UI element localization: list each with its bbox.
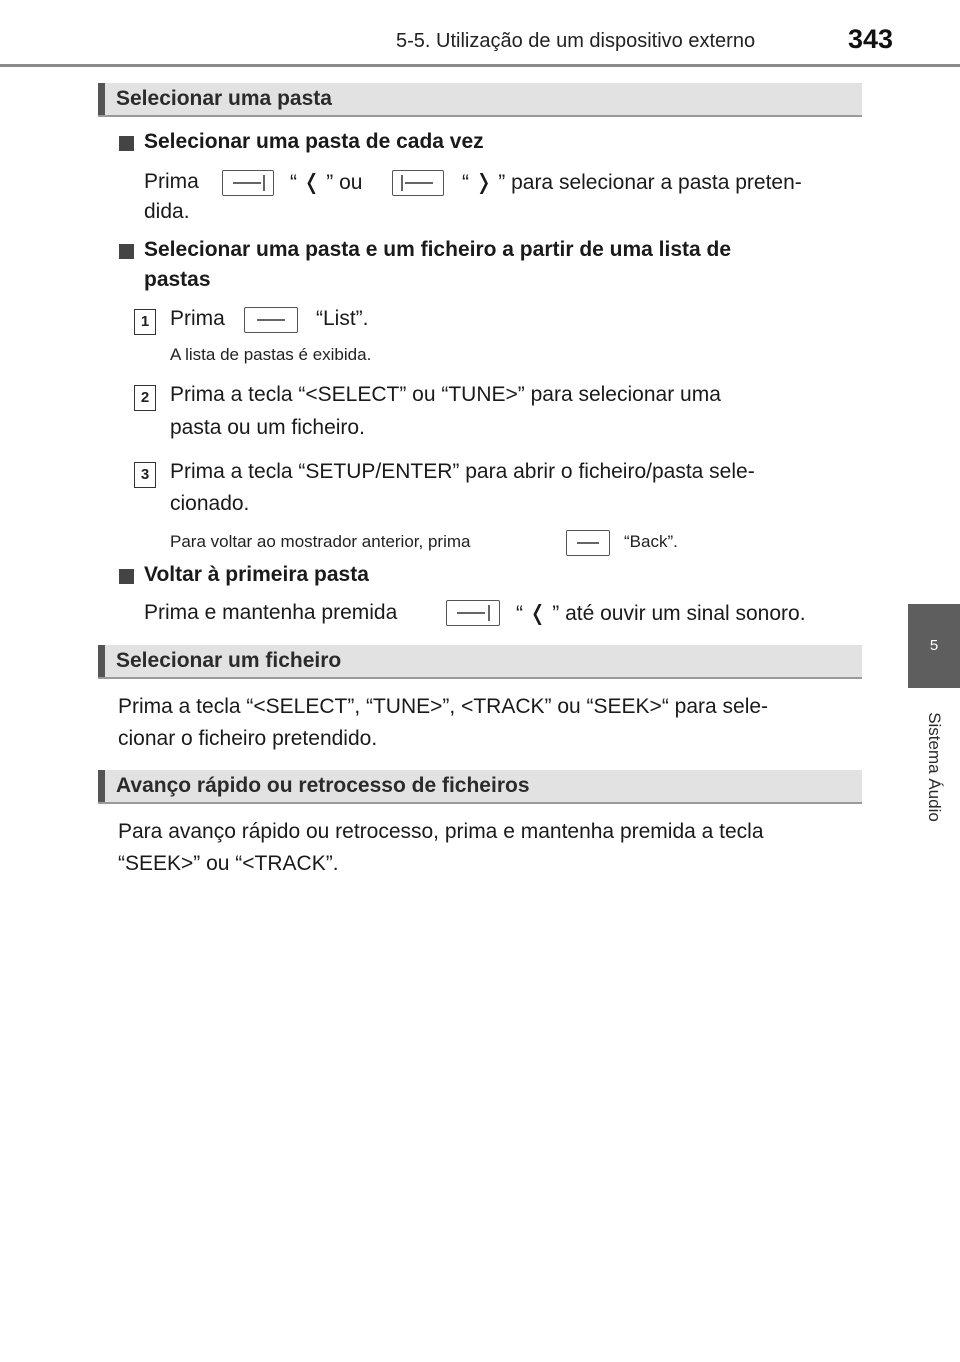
subheading-folder-list-cont: pastas (144, 268, 211, 291)
text-left-arrow-or: “ ❬ ” ou (290, 171, 363, 194)
step3-line2: cionado. (170, 492, 250, 515)
step2-line1: Prima a tecla “<SELECT” ou “TUNE>” para selecionar uma (170, 383, 721, 406)
step2-line2: pasta ou um ficheiro. (170, 416, 365, 439)
bullet-square (119, 244, 134, 259)
back-button-icon (566, 530, 610, 556)
subheading-first-folder: Voltar à primeira pasta (144, 563, 369, 586)
step3-note-prefix: Para voltar ao mostrador anterior, prima (170, 532, 471, 551)
steering-switch-button-icon (392, 170, 444, 196)
section-heading-select-file (98, 645, 862, 679)
section-heading-select-folder (98, 83, 862, 117)
running-header: 5-5. Utilização de um dispositivo externo (396, 30, 756, 52)
section-title: Selecionar uma pasta (116, 87, 332, 110)
step3-note-suffix: “Back”. (624, 532, 678, 551)
bullet-square (119, 136, 134, 151)
header-rule (0, 64, 960, 67)
chapter-label (908, 692, 960, 842)
text-prima: Prima (144, 170, 199, 193)
chapter-tab: 5 (908, 604, 960, 688)
list-button-icon (244, 307, 298, 333)
page-number: 343 (848, 24, 894, 54)
step1-note: A lista de pastas é exibida. (170, 345, 372, 364)
section-heading-fast-forward (98, 770, 862, 804)
select-file-line1: Prima a tecla “<SELECT”, “TUNE>”, <TRACK” ou “SEEK>“ para sele- (118, 695, 769, 718)
bullet-square (119, 569, 134, 584)
steering-switch-button-icon (446, 600, 500, 626)
chapter-label-text: Sistema Áudio (925, 712, 944, 822)
fast-forward-line1: Para avanço rápido ou retrocesso, prima e mantenha premida a tecla (118, 820, 764, 843)
steering-switch-button-icon (222, 170, 274, 196)
step3-line1: Prima a tecla “SETUP/ENTER” para abrir o ficheiro/pasta sele- (170, 460, 755, 483)
step-number-3: 3 (134, 462, 156, 488)
text-until-beep: “ ❬ ” até ouvir um sinal sonoro. (516, 602, 806, 625)
select-file-line2: cionar o ficheiro pretendido. (118, 727, 378, 750)
step-number-2: 2 (134, 385, 156, 411)
text-continuation: dida. (144, 200, 190, 223)
subheading-one-at-a-time: Selecionar uma pasta de cada vez (144, 130, 484, 153)
step1-suffix: “List”. (316, 307, 369, 330)
text-press-hold: Prima e mantenha premida (144, 601, 398, 624)
subheading-folder-list: Selecionar uma pasta e um ficheiro a partir de uma lista de (144, 238, 732, 261)
section-title: Selecionar um ficheiro (116, 649, 342, 672)
step-number-1: 1 (134, 309, 156, 335)
step1-prefix: Prima (170, 307, 225, 330)
section-title: Avanço rápido ou retrocesso de ficheiros (116, 774, 530, 797)
fast-forward-line2: “SEEK>” ou “<TRACK”. (118, 852, 339, 875)
text-right-arrow-select: “ ❭ ” para selecionar a pasta preten- (462, 171, 802, 194)
